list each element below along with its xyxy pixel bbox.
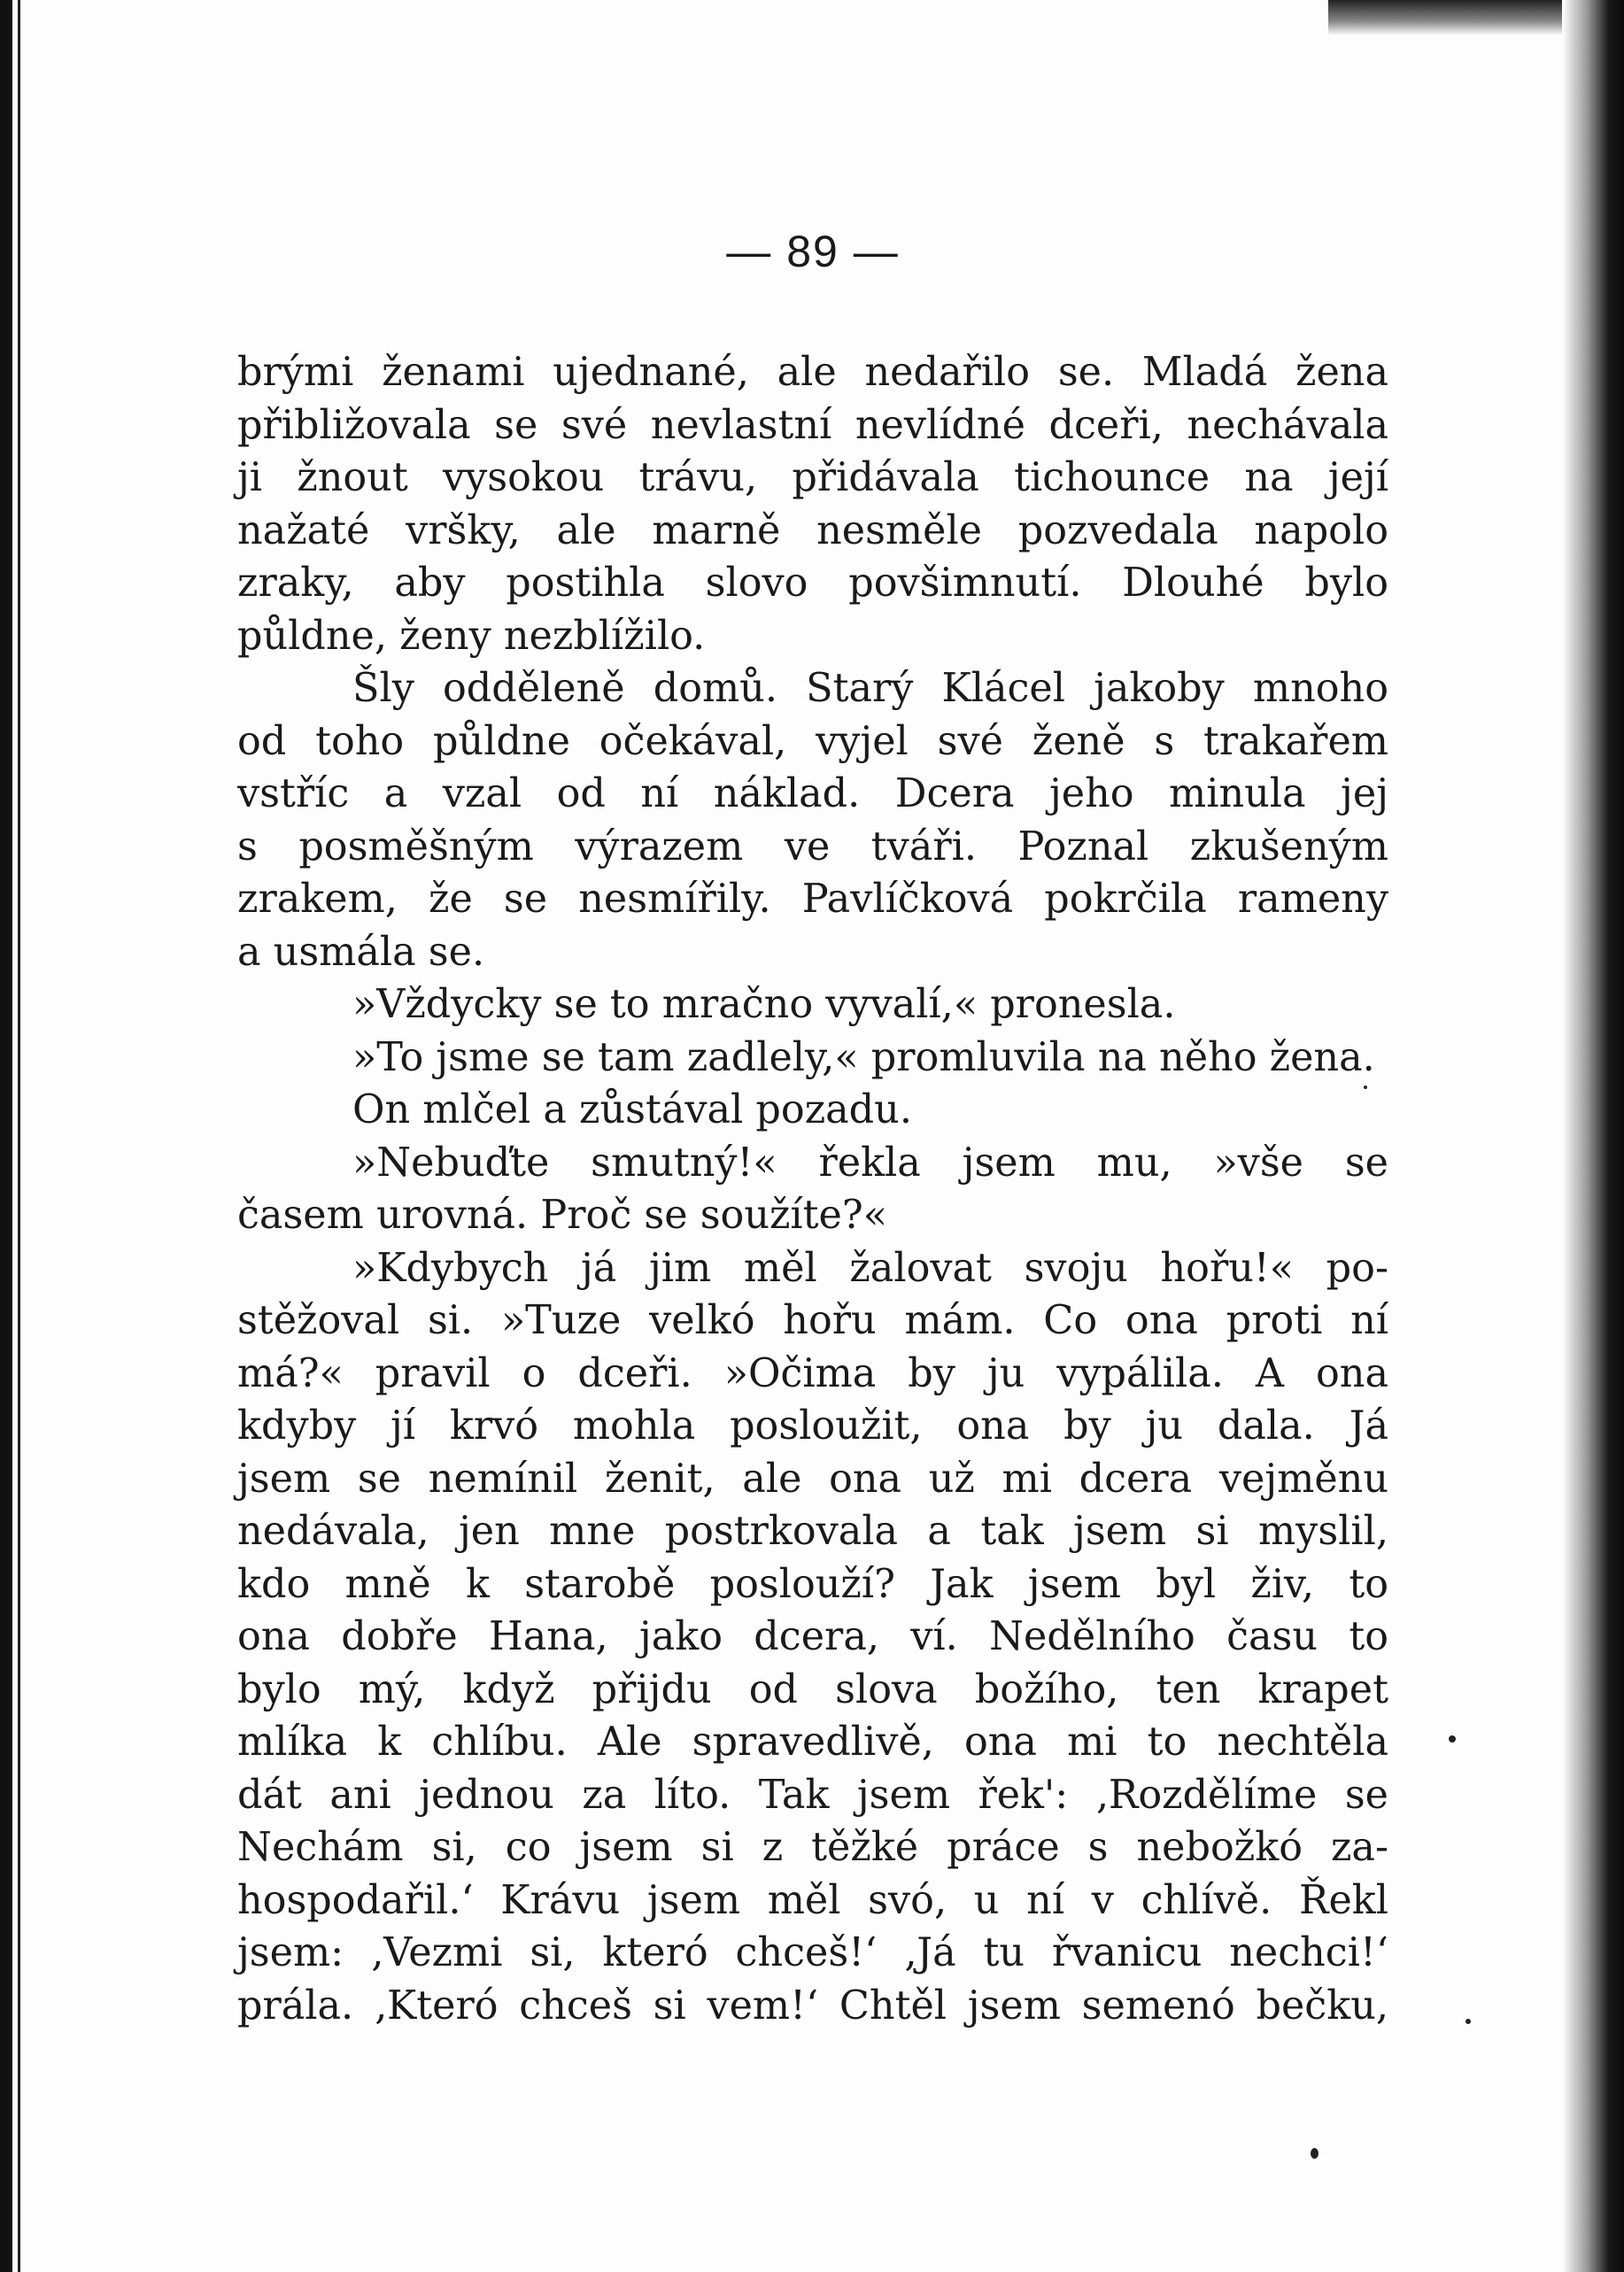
text-line: nedávala, jen mne postrkovala a tak jsem si myslil, bbox=[237, 1509, 1388, 1554]
text-line: vstříc a vzal od ní náklad. Dcera jeho minula jej bbox=[237, 771, 1388, 816]
text-line: ji žnout vysokou trávu, přidávala tichounce na její bbox=[237, 455, 1388, 500]
text-line: ona dobře Hana, jako dcera, ví. Nedělního času to bbox=[237, 1614, 1388, 1659]
text-line: přibližovala se své nevlastní nevlídné dceři, nechávala bbox=[237, 402, 1388, 448]
text-line: kdo mně k starobě poslouží? Jak jsem byl živ, to bbox=[237, 1561, 1388, 1607]
text-line: půldne, ženy nezblížilo. bbox=[237, 613, 706, 659]
text-line: jsem: ‚Vezmi si, kteró chceš!‘ ‚Já tu řvanicu nechci!‘ bbox=[237, 1930, 1388, 1975]
text-line: Šly odděleně domů. Starý Klácel jakoby mnoho bbox=[352, 666, 1388, 711]
dust-speck bbox=[1311, 2148, 1319, 2159]
text-line: brými ženami ujednané, ale nedařilo se. Mladá žena bbox=[237, 350, 1388, 395]
text-line: Nechám si, co jsem si z těžké práce s nebožkó za- bbox=[237, 1825, 1388, 1870]
text-line: »Nebuďte smutný!« řekla jsem mu, »vše se bbox=[352, 1140, 1388, 1186]
text-line: jsem se nemínil ženit, ale ona už mi dcera vejměnu bbox=[237, 1456, 1388, 1502]
text-line: mlíka k chlíbu. Ale spravedlivě, ona mi to nechtěla bbox=[237, 1719, 1388, 1765]
text-line: »Kdybych já jim měl žalovat svoju hořu!« po- bbox=[352, 1245, 1388, 1291]
dust-speck bbox=[1465, 2019, 1471, 2024]
binding-line-left bbox=[18, 0, 20, 2272]
text-line: »Vždycky se to mračno vyvalí,« pronesla. bbox=[352, 982, 1176, 1027]
text-line: prála. ‚Kteró chceš si vem!‘ Chtěl jsem semenó bečku, bbox=[237, 1982, 1388, 2029]
text-line: hospodařil.‘ Krávu jsem měl svó, u ní v chlívě. Řekl bbox=[237, 1877, 1388, 1923]
scan-shadow-right bbox=[1562, 0, 1624, 2272]
binding-edge-left bbox=[0, 0, 12, 2272]
text-line: zrakem, že se nesmířily. Pavlíčková pokrčila rameny bbox=[237, 877, 1388, 922]
text-line: kdyby jí krvó mohla posloužit, ona by ju dala. Já bbox=[237, 1403, 1388, 1449]
dust-speck bbox=[1449, 1735, 1456, 1743]
page-number: — 89 — bbox=[726, 227, 900, 276]
text-line: nažaté vršky, ale marně nesměle pozvedala napolo bbox=[237, 507, 1388, 553]
book-page bbox=[237, 226, 1388, 2032]
text-line: »To jsme se tam zadlely,« promluvila na něho žena. bbox=[352, 1034, 1375, 1080]
text-line: s posměšným výrazem ve tváři. Poznal zkušeným bbox=[237, 823, 1388, 869]
text-line: zraky, aby postihla slovo povšimnutí. Dlouhé bylo bbox=[237, 560, 1388, 606]
text-line: stěžoval si. »Tuze velkó hořu mám. Co ona proti ní bbox=[237, 1298, 1388, 1343]
text-line: dát ani jednou za líto. Tak jsem řek': ‚Rozdělíme se bbox=[237, 1772, 1388, 1818]
text-line: časem urovná. Proč se soužíte?« bbox=[237, 1193, 887, 1238]
text-line: má?« pravil o dceři. »Očima by ju vypálila. A ona bbox=[237, 1350, 1388, 1396]
text-line: a usmála se. bbox=[237, 929, 485, 975]
text-line: On mlčel a zůstával pozadu. bbox=[352, 1087, 912, 1132]
text-line: od toho půldne očekával, vyjel své ženě s trakařem bbox=[237, 718, 1388, 764]
text-line: bylo mý, když přijdu od slova božího, ten krapet bbox=[237, 1666, 1388, 1712]
body-text bbox=[237, 346, 1388, 2032]
